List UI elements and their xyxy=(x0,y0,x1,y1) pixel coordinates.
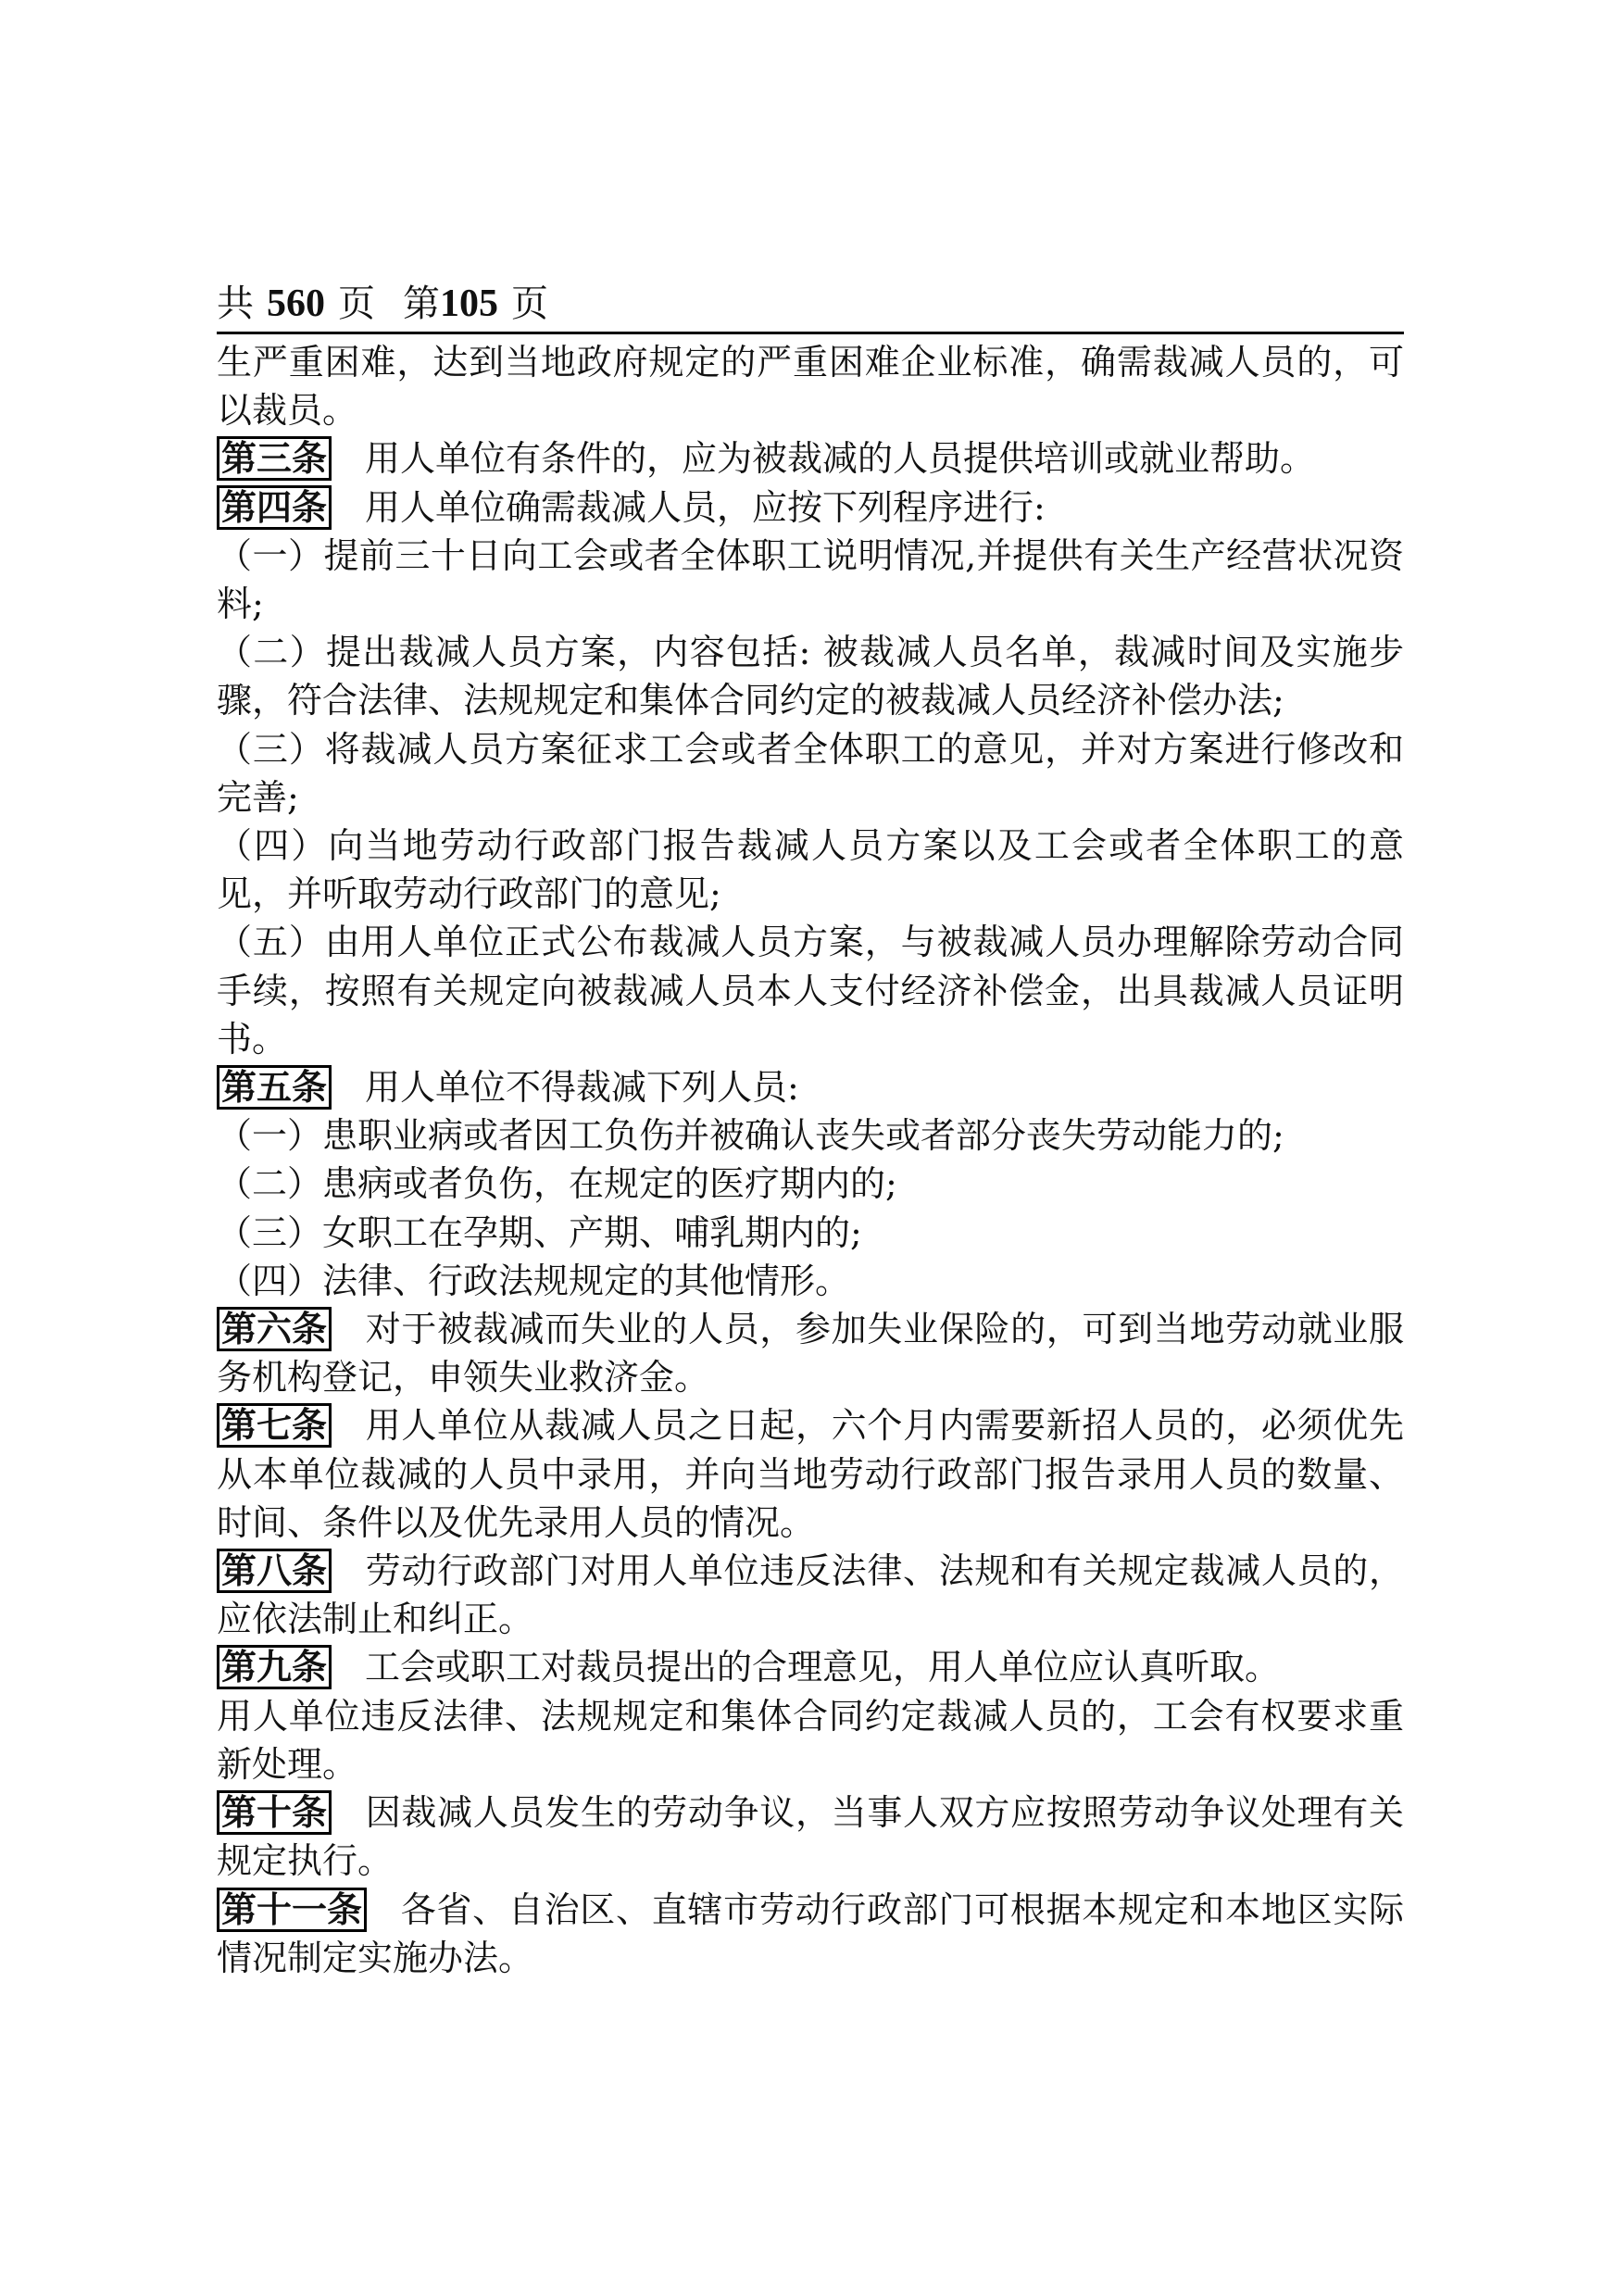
text-paragraph xyxy=(217,338,1404,434)
document-page xyxy=(217,278,1404,1982)
paragraph-text: （二）提出裁减人员方案，内容包括: 被裁减人员名单，裁减时间及实施步骤，符合法律、法规规定和集体合同约定的被裁减人员经济补偿办法; xyxy=(217,632,1404,721)
paragraph-text: 用人单位违反法律、法规规定和集体合同约定裁减人员的，工会有权要求重新处理。 xyxy=(217,1695,1404,1785)
paragraph-text: （二）患病或者负伤，在规定的医疗期内的; xyxy=(217,1163,897,1205)
current-page-prefix: 第 xyxy=(403,282,440,325)
article-paragraph xyxy=(217,1063,1404,1111)
paragraph-text: 用人单位有条件的，应为被裁减的人员提供培训或就业帮助。 xyxy=(365,438,1316,480)
paragraph-text: （一）提前三十日向工会或者全体职工说明情况,并提供有关生产经营状况资料; xyxy=(217,534,1404,625)
article-paragraph xyxy=(217,1886,1404,1982)
article-paragraph xyxy=(217,1305,1404,1401)
text-paragraph xyxy=(217,628,1404,724)
current-page-suffix: 页 xyxy=(511,282,548,325)
paragraph-text: 工会或职工对裁员提出的合理意见，用人单位应认真听取。 xyxy=(365,1647,1281,1688)
article-paragraph xyxy=(217,434,1404,483)
paragraph-text: 对于被裁减而失业的人员，参加失业保险的，可到当地劳动就业服务机构登记，申领失业救济金。 xyxy=(217,1309,1404,1399)
article-label: 第五条 xyxy=(217,1065,332,1110)
text-paragraph xyxy=(217,1257,1404,1305)
paragraph-text: 用人单位确需裁减人员，应按下列程序进行: xyxy=(365,486,1046,528)
article-label: 第十一条 xyxy=(217,1888,367,1932)
total-pages-count: 560 xyxy=(267,282,325,325)
article-paragraph xyxy=(217,1547,1404,1643)
article-paragraph xyxy=(217,483,1404,532)
total-pages-suffix: 页 xyxy=(338,282,375,325)
paragraph-text: （四）向当地劳动行政部门报告裁减人员方案以及工会或者全体职工的意见，并听取劳动行政部门的意见; xyxy=(217,825,1404,915)
paragraph-text: 用人单位从裁减人员之日起，六个月内需要新招人员的，必须优先从本单位裁减的人员中录用，并向当地劳动行政部门报告录用人员的数量、时间、条件以及优先录用人员的情况。 xyxy=(217,1405,1404,1543)
paragraph-text: 各省、自治区、直辖市劳动行政部门可根据本规定和本地区实际情况制定实施办法。 xyxy=(217,1888,1404,1978)
page-header xyxy=(217,278,1404,334)
article-label: 第九条 xyxy=(217,1645,332,1689)
text-paragraph xyxy=(217,1209,1404,1257)
article-paragraph xyxy=(217,1401,1404,1547)
paragraph-text: （三）女职工在孕期、产期、哺乳期内的; xyxy=(217,1211,862,1253)
paragraph-text: （三）将裁减人员方案征求工会或者全体职工的意见，并对方案进行修改和完善; xyxy=(217,728,1404,818)
text-paragraph xyxy=(217,725,1404,822)
paragraph-text: 用人单位不得裁减下列人员: xyxy=(365,1067,799,1109)
paragraph-text: （四）法律、行政法规规定的其他情形。 xyxy=(217,1260,851,1301)
text-paragraph xyxy=(217,918,1404,1063)
text-paragraph xyxy=(217,1160,1404,1208)
article-label: 第四条 xyxy=(217,485,332,530)
paragraph-text: 生严重困难，达到当地政府规定的严重困难企业标准，确需裁减人员的，可以裁员。 xyxy=(217,342,1404,432)
total-pages-prefix: 共 xyxy=(217,282,254,325)
document-body xyxy=(217,338,1404,1982)
article-label: 第十条 xyxy=(217,1790,332,1835)
current-page-number: 105 xyxy=(440,282,498,325)
article-label: 第七条 xyxy=(217,1403,332,1448)
article-paragraph xyxy=(217,1643,1404,1691)
text-paragraph xyxy=(217,532,1404,628)
article-paragraph xyxy=(217,1788,1404,1885)
article-label: 第八条 xyxy=(217,1549,332,1593)
paragraph-text: （一）患职业病或者因工负伤并被确认丧失或者部分丧失劳动能力的; xyxy=(217,1115,1284,1157)
paragraph-text: 因裁减人员发生的劳动争议，当事人双方应按照劳动争议处理有关规定执行。 xyxy=(217,1792,1404,1882)
text-paragraph xyxy=(217,1111,1404,1160)
article-label: 第六条 xyxy=(217,1307,332,1351)
text-paragraph xyxy=(217,1692,1404,1788)
text-paragraph xyxy=(217,822,1404,918)
paragraph-text: （五）由用人单位正式公布裁减人员方案，与被裁减人员办理解除劳动合同手续，按照有关规定向被裁减人员本人支付经济补偿金，出具裁减人员证明书。 xyxy=(217,922,1404,1060)
article-label: 第三条 xyxy=(217,436,332,481)
paragraph-text: 劳动行政部门对用人单位违反法律、法规和有关规定裁减人员的，应依法制止和纠正。 xyxy=(217,1550,1404,1640)
